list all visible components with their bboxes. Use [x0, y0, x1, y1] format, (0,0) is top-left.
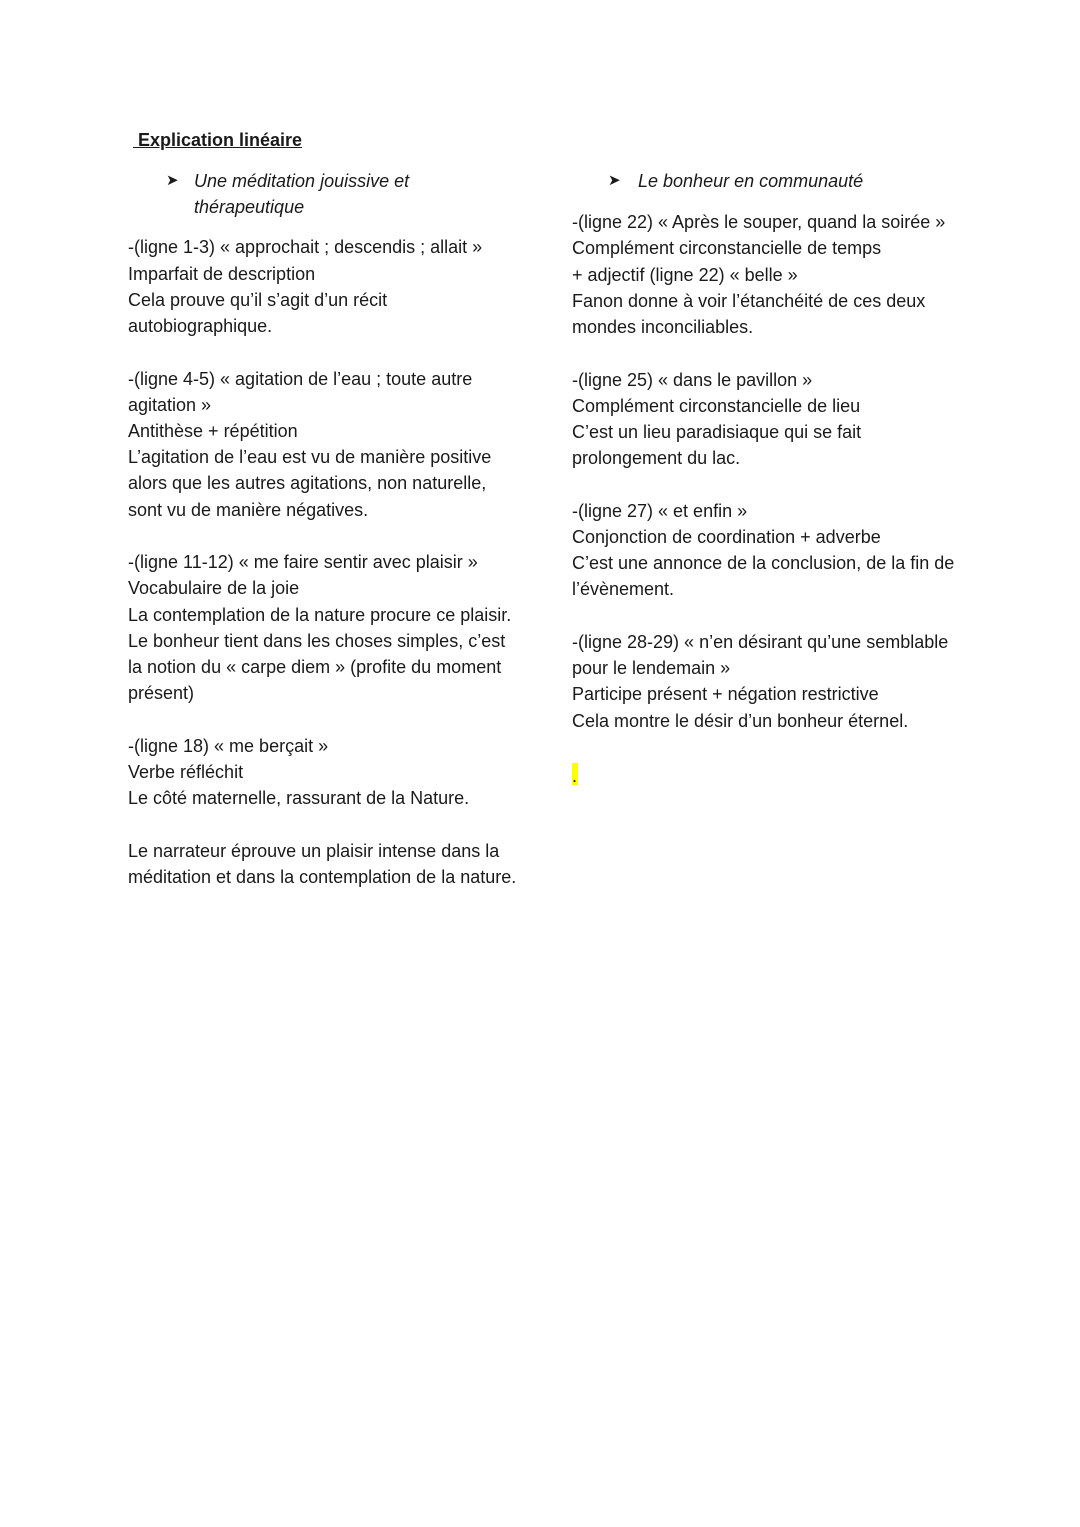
interpretation-line: Cela prouve qu’il s’agit d’un récit autobiographique.	[128, 289, 388, 337]
section-heading-left	[128, 168, 518, 220]
analysis-block	[128, 234, 518, 339]
analysis-block	[572, 367, 972, 472]
citation-line: -(ligne 4-5) « agitation de l’eau ; toute autre agitation »	[128, 368, 473, 415]
figure-line: Verbe réfléchit	[128, 762, 244, 783]
citation-line: -(ligne 18) « me berçait »	[128, 735, 329, 756]
citation-line: -(ligne 22) « Après le souper, quand la soirée »	[572, 212, 946, 233]
highlight-block	[572, 760, 972, 786]
section-heading-text: Une méditation jouissive et thérapeutique	[194, 171, 410, 218]
figure-line: Antithèse + répétition	[128, 421, 298, 442]
figure-line: Conjonction de coordination + adverbe	[572, 527, 881, 548]
right-column	[572, 168, 972, 813]
analysis-block	[572, 629, 972, 734]
arrow-bullet-icon: ➤	[166, 172, 179, 189]
figure-line: Imparfait de description	[128, 263, 316, 284]
citation-line: -(ligne 1-3) « approchait ; descendis ; allait »	[128, 237, 483, 258]
analysis-block	[128, 366, 518, 523]
interpretation-line: Cela montre le désir d’un bonheur éternel.	[572, 710, 909, 731]
section-heading-text: Le bonheur en communauté	[638, 171, 864, 191]
interpretation-line: La contemplation de la nature procure ce plaisir. Le bonheur tient dans les choses simples, c’est la notion du « carpe diem » (profite du moment présent)	[128, 604, 512, 704]
figure-line: Participe présent + négation restrictive	[572, 684, 879, 705]
left-column	[128, 168, 518, 917]
page-title: Explication linéaire	[133, 130, 303, 150]
highlight-mark: .	[572, 763, 578, 785]
citation-line: -(ligne 11-12) « me faire sentir avec plaisir »	[128, 552, 478, 573]
interpretation-line: C’est un lieu paradisiaque qui se fait prolongement du lac.	[572, 422, 862, 469]
citation-line: -(ligne 25) « dans le pavillon »	[572, 369, 813, 390]
figure-line: Vocabulaire de la joie	[128, 578, 300, 599]
citation-line: -(ligne 28-29) « n’en désirant qu’une semblable pour le lendemain »	[572, 632, 949, 679]
analysis-block	[572, 498, 972, 603]
figure-line: Complément circonstancielle de temps	[572, 238, 882, 259]
arrow-bullet-icon: ➤	[608, 172, 621, 189]
interpretation-line: C’est une annonce de la conclusion, de la fin de l’évènement.	[572, 553, 955, 600]
figure-line: + adjectif (ligne 22) « belle »	[572, 264, 798, 285]
interpretation-line: L’agitation de l’eau est vu de manière positive alors que les autres agitations, non naturelle, sont vu de manière négatives.	[128, 447, 492, 520]
interpretation-line: Fanon donne à voir l’étanchéité de ces deux mondes inconciliables.	[572, 290, 926, 338]
conclusion-block	[128, 838, 518, 890]
figure-line: Complément circonstancielle de lieu	[572, 395, 861, 416]
analysis-block	[572, 209, 972, 340]
citation-line: -(ligne 27) « et enfin »	[572, 500, 748, 521]
conclusion-line: Le narrateur éprouve un plaisir intense dans la méditation et dans la contemplation de la nature.	[128, 840, 517, 888]
interpretation-line: Le côté maternelle, rassurant de la Nature.	[128, 788, 470, 809]
analysis-block	[128, 549, 518, 706]
section-heading-right	[572, 168, 972, 194]
analysis-block	[128, 733, 518, 812]
